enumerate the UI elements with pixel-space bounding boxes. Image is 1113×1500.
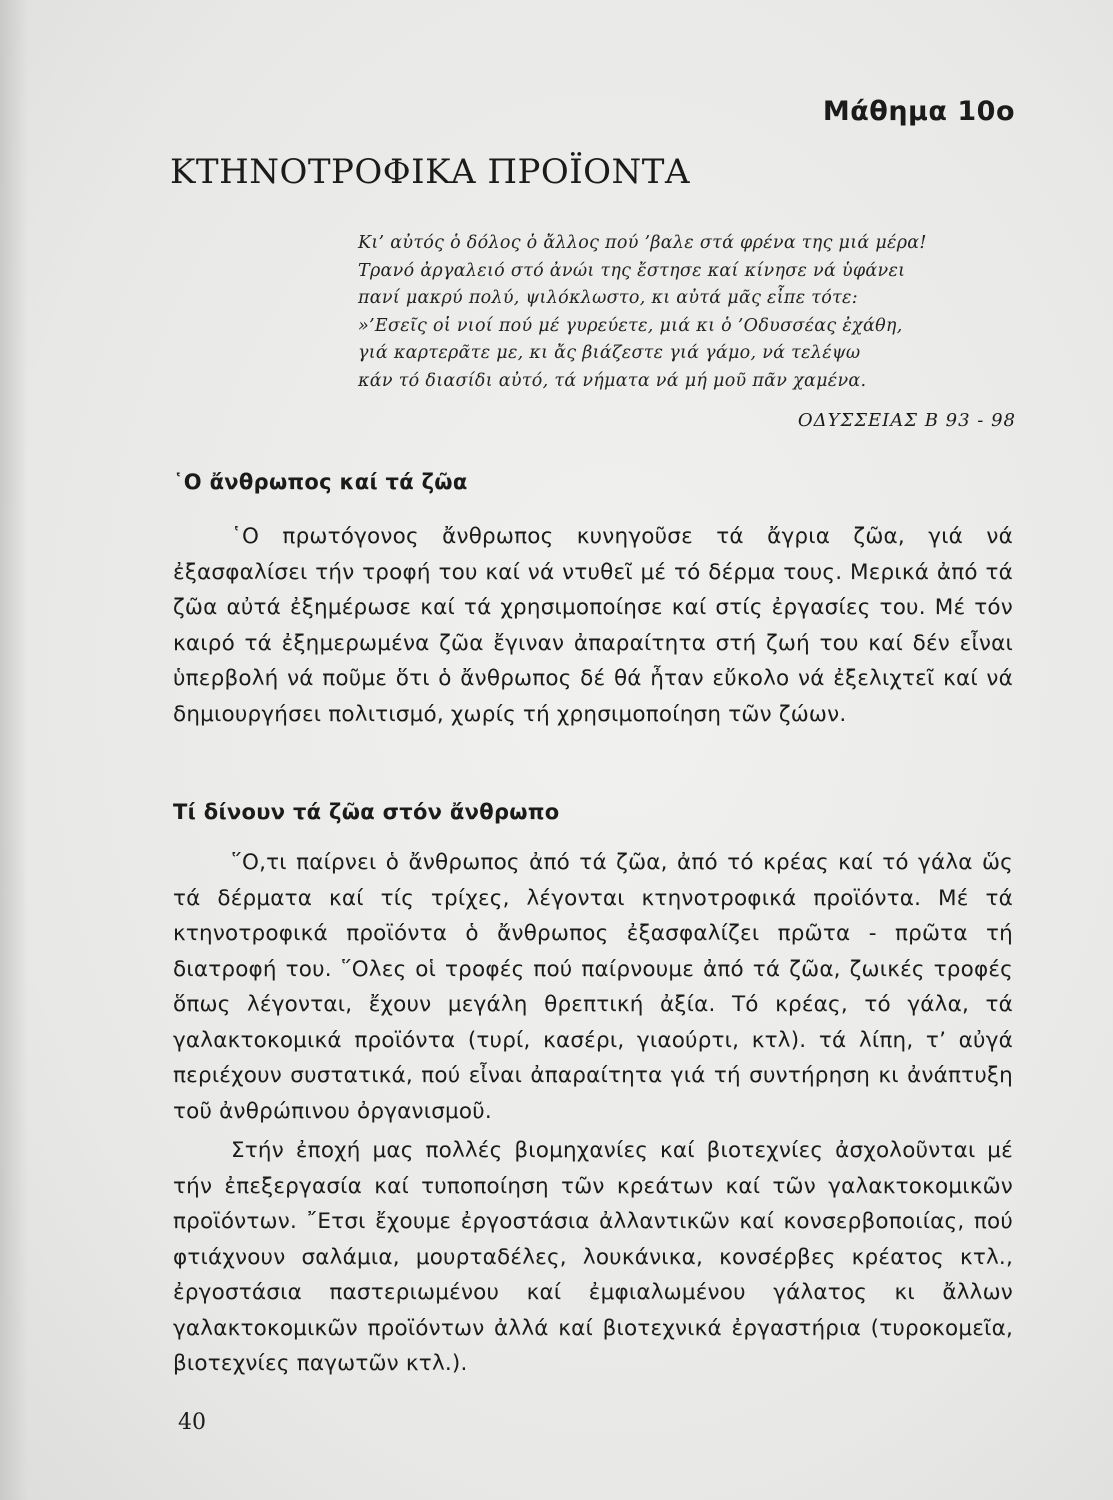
page-gutter-shadow — [0, 0, 28, 1500]
poem-quote — [358, 230, 1018, 395]
poem-line: κάν τό διασίδι αὐτό, τά νήματα νά μή μοῦ πᾶν χαμένα. — [358, 370, 867, 391]
section-heading-humans-and-animals: ῾Ο ἄνθρωπος καί τά ζῶα — [173, 470, 468, 494]
chapter-title: ΚΤΗΝΟΤΡΟΦΙΚΑ ΠΡΟΪΟΝΤΑ — [170, 152, 691, 192]
poem-line: πανί μακρύ πολύ, ψιλόκλωστο, κι αὐτά μᾶς εἶπε τότε: — [358, 288, 858, 308]
poem-line: Κι’ αὐτός ὁ δόλος ὁ ἄλλος πού ’βαλε στά φρένα της μιά μέρα! — [358, 233, 927, 253]
poem-line: Τρανό ἀργαλειό στό ἀνώι της ἔστησε καί κίνησε νά ὑφάνει — [358, 260, 906, 281]
poem-source: ΟΔΥΣΣΕΙΑΣ Β 93 - 98 — [797, 410, 1016, 431]
poem-line: »’Εσεῖς οἱ νιοί πού μέ γυρεύετε, μιά κι ὁ ’Οδυσσέας ἐχάθη, — [358, 315, 903, 336]
section-paragraph: Στήν ἐποχή μας πολλές βιομηχανίες καί βιοτεχνίες ἀσχολοῦνται μέ τήν ἐπεξεργασία καί τυποποίηση τῶν κρεάτων καί τῶν γαλακτοκομικῶν προϊόντων. ῎Ετσι ἔχουμε ἐργοστάσια ἀλλαντικῶν καί κονσερβοποιίας, πού φτιάχνουν σαλάμια, μουρταδέλες, λουκάνικα, κονσέρβες κρέατος κτλ., ἐργοστάσια παστεριωμένου καί ἐμφιαλωμένου γάλατος κι ἄλλων γαλακτοκομικῶν προϊόντων ἀλλά καί βιοτεχνικά ἐργαστήρια (τυροκομεῖα, βιοτεχνίες παγωτῶν κτλ.). — [173, 1138, 1013, 1376]
lesson-label: Μάθημα 10ο — [822, 96, 1015, 127]
section-heading-what-animals-give: Τί δίνουν τά ζῶα στόν ἄνθρωπο — [173, 800, 560, 824]
page-number: 40 — [178, 1410, 206, 1435]
section-paragraph: ῞Ο,τι παίρνει ὁ ἄνθρωπος ἀπό τά ζῶα, ἀπό τό κρέας καί τό γάλα ὥς τά δέρματα καί τίς τρίχες, λέγονται κτηνοτροφικά προϊόντα. Μέ τά κτηνοτροφικά προϊόντα ὁ ἄνθρωπος ἐξασφαλίζει πρῶτα - πρῶτα τή διατροφή του. ῞Ολες οἱ τροφές πού παίρνουμε ἀπό τά ζῶα, ζωικές τροφές ὅπως λέγονται, ἔχουν μεγάλη θρεπτική ἀξία. Τό κρέας, τό γάλα, τά γαλακτοκομικά προϊόντα (τυρί, κασέρι, γιαούρτι, κτλ). τά λίπη, τ’ αὐγά περιέχουν συστατικά, πού εἶναι ἀπαραίτητα γιά τή συντήρηση κι ἀνάπτυξη τοῦ ἀνθρώπινου ὀργανισμοῦ. — [173, 850, 1013, 1124]
poem-line: γιά καρτερᾶτε με, κι ἄς βιάζεστε γιά γάμο, νά τελέψω — [358, 343, 861, 363]
section-paragraph: ῾Ο πρωτόγονος ἄνθρωπος κυνηγοῦσε τά ἄγρια ζῶα, γιά νά ἐξασφαλίσει τήν τροφή του καί νά ντυθεῖ μέ τό δέρμα τους. Μερικά ἀπό τά ζῶα αὐτά ἐξημέρωσε καί τά χρησιμοποίησε καί στίς ἐργασίες του. Μέ τόν καιρό τά ἐξημερωμένα ζῶα ἔγιναν ἀπαραίτητα στή ζωή του καί δέν εἶναι ὑπερβολή νά ποῦμε ὅτι ὁ ἄνθρωπος δέ θά ἦταν εὔκολο νά ἐξελιχτεῖ καί νά δημιουργήσει πολιτισμό, χωρίς τή χρησιμοποίηση τῶν ζώων. — [173, 524, 1013, 727]
